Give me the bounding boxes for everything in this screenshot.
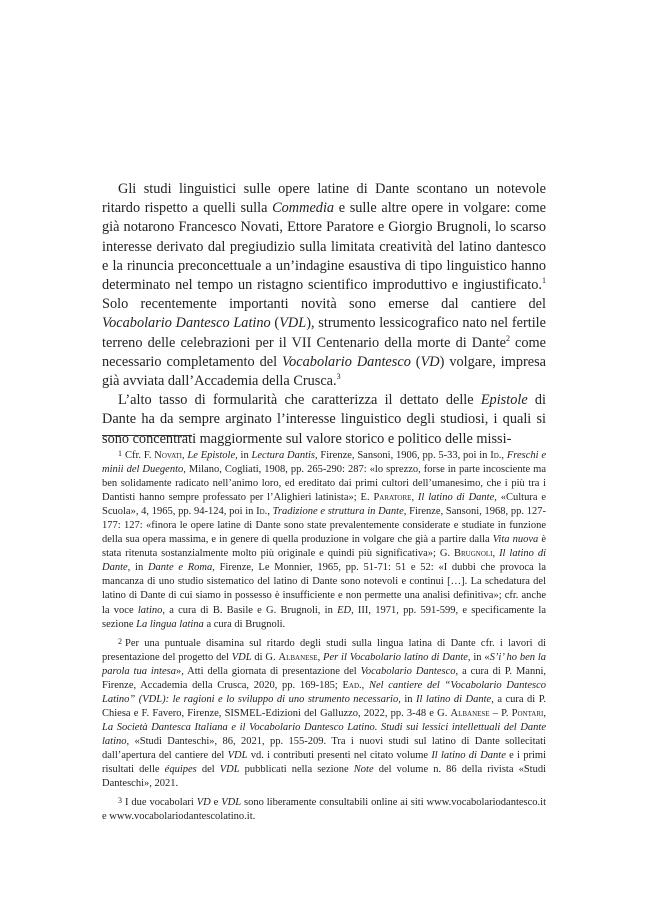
- footnote-reference: 2: [505, 333, 510, 343]
- text-run: I due vocabolari: [125, 797, 197, 809]
- text-run: VDL: [227, 749, 248, 761]
- text-run: sono liberamente consultabili online ai siti www.vocabolariodantesco.it e www.vocabolariodantescolatino.it.: [102, 797, 546, 823]
- text-run: Pontari: [511, 707, 544, 719]
- text-run: del: [196, 764, 220, 776]
- text-run: équipes: [164, 764, 197, 776]
- text-run: , Firenze, Sansoni, 1906, pp. 5-33, poi in: [315, 450, 491, 461]
- text-run: , in: [235, 450, 252, 461]
- text-run: (: [270, 315, 280, 332]
- text-run: Albanese: [278, 651, 318, 663]
- text-run: Novati: [154, 450, 182, 461]
- text-run: , III, 1971, pp. 591-599, e specificamente la sezione: [102, 604, 546, 630]
- text-run: di G.: [251, 651, 279, 663]
- text-run: Ead.: [342, 679, 362, 691]
- footnote-number: 2: [118, 636, 122, 646]
- text-run: Vocabolario Dantesco Latino: [102, 315, 271, 332]
- text-run: Lectura Dantis: [251, 450, 315, 461]
- text-run: , in «: [467, 651, 490, 663]
- text-run: ,: [317, 651, 324, 663]
- text-run: , Firenze, Le Monnier, 1965, pp. 51-71: 51 e 52: «I dubbi che provoca la mancanza di uno studio sistematico del latino di Dante sono notevoli e continui […]. La schedatura del latino di Dante di cui siamo in possesso è insufficiente e non permette una analisi definitiva»; cfr. anche la voce: [102, 562, 546, 616]
- text-run: Id.: [256, 506, 268, 518]
- footnote: [102, 635, 546, 792]
- text-run: , Firenze, Sansoni, 1968, pp. 127-177: 127: «finora le opere latine di Dante sono state prevalentemente considerate e studiate in funzione della sua opera massima, e in genere di quella produzione in volgare che già a partire dalla: [102, 506, 546, 546]
- text-run: ,: [492, 548, 500, 560]
- text-run: è stata ritenuta sostanzialmente molto più originale e quindi più significativa»; G.: [102, 534, 546, 560]
- footnote-number: 3: [118, 796, 122, 806]
- text-run: VDL: [279, 315, 307, 332]
- text-run: del volume n. 86 della rivista «Studi Danteschi», 2021.: [102, 764, 546, 790]
- footnote: [102, 447, 546, 632]
- text-run: Vocabolario Dantesco: [360, 665, 456, 677]
- text-run: Brugnoli: [454, 548, 493, 560]
- text-run: e i primi risultati delle: [102, 749, 546, 776]
- text-run: a cura di Brugnoli.: [203, 618, 286, 630]
- text-run: VDL: [221, 797, 242, 809]
- text-run: La Società Dantesca Italiana e il Vocabolario Dantesco Latino. Studi sui lessici intellettuali del Dante latino: [102, 721, 546, 747]
- body-paragraph: [102, 180, 546, 391]
- text-run: Dante e Roma: [147, 562, 213, 574]
- text-run: – P.: [489, 707, 512, 719]
- footnotes: [102, 447, 546, 827]
- text-run: e sulle altre opere in volgare: come già notarono Francesco Novati, Ettore Paratore e Giorgio Brugnoli, lo scarso interesse derivato dal pregiudizio sulla limitata creatività del latino dantesco e la rinuncia preconcettuale a un’indagine esaustiva di tipo linguistico hanno determinato nel tempo un ristagno scientifico improduttivo e ingiustificato.: [102, 200, 546, 294]
- text-run: L’alto tasso di formularità che caratterizza il dettato delle: [118, 392, 481, 409]
- text-run: ,: [501, 450, 507, 461]
- text-run: Cfr. F.: [125, 450, 155, 461]
- text-run: , a cura di P. Chiesa e F. Favero, Firenze, SISMEL-Edizioni del Galluzzo, 2022, pp. 3-48 e G.: [102, 693, 546, 719]
- text-run: ,: [361, 679, 369, 691]
- text-run: latino: [137, 604, 163, 616]
- body-paragraph: [102, 391, 546, 449]
- text-run: La lingua latina: [136, 618, 204, 630]
- text-run: ,: [411, 492, 418, 504]
- text-run: Freschi e minii del Duegento: [102, 450, 547, 476]
- text-run: Tradizione e struttura in Dante: [272, 506, 404, 518]
- footnote-number: 1: [118, 449, 122, 458]
- text-run: vd. i contributi presenti nel citato volume: [247, 749, 432, 761]
- text-run: Solo recentemente importanti novità sono emerse dal cantiere del: [102, 296, 546, 313]
- text-run: VDL: [231, 651, 252, 663]
- text-run: », Atti della giornata di presentazione del: [175, 665, 361, 677]
- text-run: ED: [337, 604, 352, 616]
- text-run: Le Epistole: [187, 450, 236, 461]
- text-run: , «Studi Danteschi», 86, 2021, pp. 155-209. Tra i nuovi studi sul latino di Dante sollecitati dall’apertura del cantiere del: [102, 735, 546, 761]
- text-run: Paratore: [373, 492, 412, 504]
- main-text: [102, 180, 546, 449]
- text-run: , «Cultura e Scuola», 4, 1965, pp. 94-124, poi in: [102, 492, 546, 518]
- text-run: ,: [181, 450, 188, 461]
- text-run: , a cura di B. Basile e G. Brugnoli, in: [162, 604, 338, 616]
- text-run: , in: [398, 693, 416, 705]
- text-run: ,: [543, 707, 546, 719]
- text-run: VD: [420, 353, 440, 370]
- footnote-reference: 3: [336, 372, 341, 382]
- text-run: Gli studi linguistici sulle opere latine di Dante scontano un notevole ritardo rispetto a quelli sulla: [102, 181, 546, 217]
- text-run: Epistole: [480, 392, 528, 409]
- text-run: Vita nuova: [492, 534, 539, 546]
- footnote-separator: [102, 435, 192, 436]
- text-run: , in: [127, 562, 148, 574]
- text-run: Id.: [490, 450, 502, 461]
- text-run: e: [210, 797, 222, 809]
- text-run: Per una puntuale disamina sul ritardo degli studi sulla lingua latina di Dante cfr. i lavori di presentazione del progetto del: [102, 637, 546, 663]
- text-run: pubblicati nella sezione: [239, 764, 354, 776]
- text-run: Nel cantiere del “Vocabolario Dantesco Latino” (VDL): le ragioni e lo sviluppo di uno strumento necessario: [102, 679, 547, 705]
- text-run: Per il Vocabolario latino di Dante: [323, 651, 468, 663]
- text-run: Albanese: [450, 707, 490, 719]
- text-run: Vocabolario Dantesco: [282, 353, 411, 370]
- text-run: S’i’ ho ben la parola tua intesa: [102, 651, 547, 677]
- text-run: Il latino di Dante: [102, 548, 547, 574]
- text-run: VDL: [219, 764, 240, 776]
- text-run: , a cura di P. Manni, Firenze, Accademia della Crusca, 2020, pp. 169-185;: [102, 665, 546, 691]
- text-run: Commedia: [272, 200, 335, 217]
- text-run: (: [410, 353, 421, 370]
- text-run: come necessario completamento del: [102, 334, 546, 370]
- text-run: ) volgare, impresa già avviata dall’Accademia della Crusca.: [102, 353, 546, 390]
- text-run: , Milano, Cogliati, 1908, pp. 265-290: 287: «lo sprezzo, forse in parte incosciente ma ben solidamente radicato nell’animo loro, ed ereditato dai primi cultori dell’umanesimo, che i più tra i Dantisti hanno sempre professato per l’Alighieri latinista»; E.: [102, 464, 546, 504]
- text-run: di Dante ha da sempre arginato l’interesse linguistico degli studiosi, i quali si sono concentrati maggiormente sul valore storico e politico delle missi-: [102, 392, 546, 447]
- footnote: [102, 794, 546, 824]
- text-run: VD: [196, 797, 211, 809]
- text-run: Il latino di Dante: [431, 749, 506, 761]
- text-run: ), strumento lessicografico nato nel fertile terreno delle celebrazioni per il VII Centenario della morte di Dante: [102, 315, 546, 351]
- text-run: Note: [353, 764, 374, 776]
- footnote-reference: 1: [542, 276, 546, 286]
- text-run: Il latino di Dante: [416, 693, 492, 705]
- text-run: Il latino di Dante: [417, 492, 495, 504]
- text-run: ,: [267, 506, 273, 518]
